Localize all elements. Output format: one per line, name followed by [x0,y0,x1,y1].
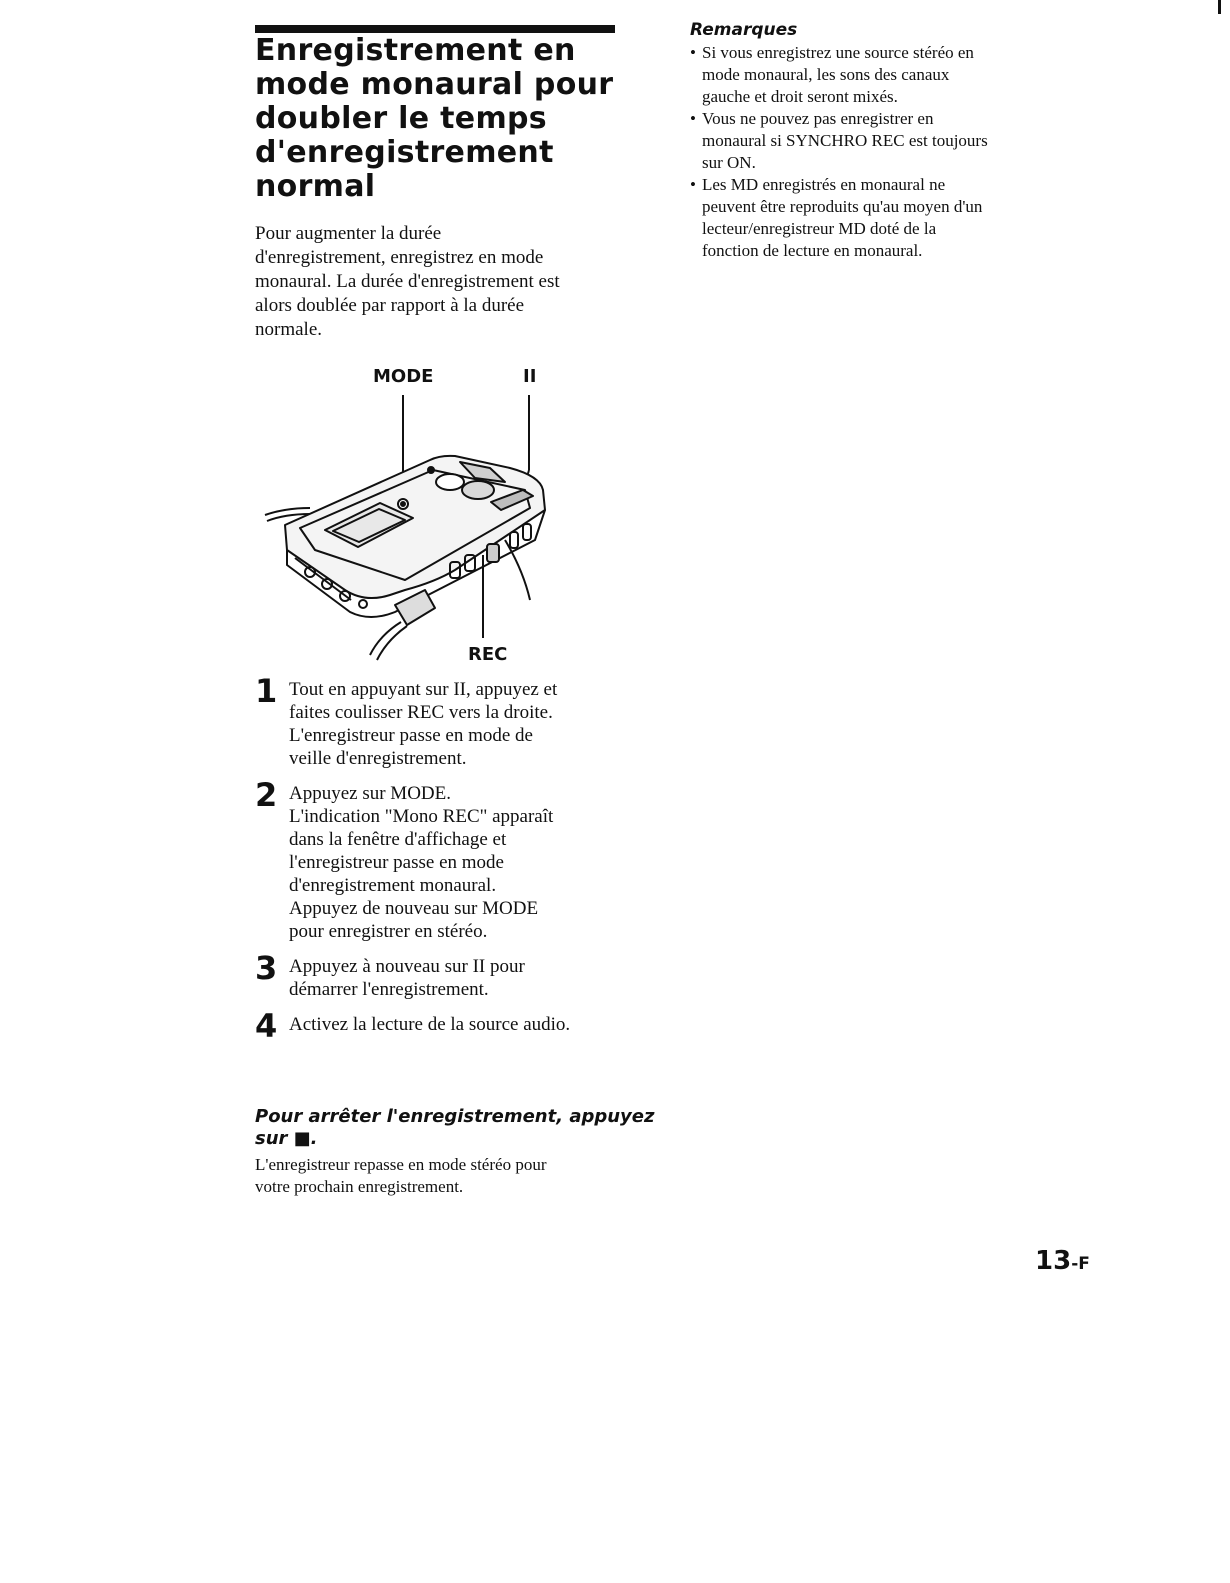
remark-line: lecteur/enregistreur MD doté de la [702,219,937,238]
step-1 [255,672,625,770]
step-4 [255,1007,625,1045]
remark-line: gauche et droit seront mixés. [702,87,898,106]
stop-heading-line: sur ■. [255,1128,318,1149]
step-line: veille d'enregistrement. [289,748,467,769]
rec-label: REC [468,644,508,665]
title-rule [255,25,615,33]
page-number-value: 13 [1035,1246,1072,1276]
step-text [289,678,625,770]
step-number: 3 [255,949,278,987]
step-text [289,955,625,1001]
stop-text-line: votre prochain enregistrement. [255,1177,464,1196]
page-number-suffix: -F [1071,1254,1090,1274]
remark-line: • Si vous enregistrez une source stéréo en [702,43,974,62]
title-line: normal [255,169,376,204]
step-line: Appuyez à nouveau sur II pour [289,956,525,977]
page-title [255,34,635,204]
mode-label: MODE [373,366,434,387]
step-text [289,782,625,943]
step-line: L'indication "Mono REC" apparaît [289,806,554,827]
step-line: pour enregistrer en stéréo. [289,921,488,942]
step-2 [255,776,625,943]
step-line: démarrer l'enregistrement. [289,979,489,1000]
intro-line: d'enregistrement, enregistrez en mode [255,247,544,268]
intro-line: Pour augmenter la durée [255,223,442,244]
title-line: Enregistrement en [255,33,576,68]
intro-line: alors doublée par rapport à la durée [255,295,525,316]
step-line: d'enregistrement monaural. [289,875,497,896]
stop-recording-heading [255,1106,655,1150]
instruction-steps [255,672,625,1048]
remark-line: monaural si SYNCHRO REC est toujours [702,131,988,150]
stop-recording-text [255,1154,635,1198]
remark-line: fonction de lecture en monaural. [702,241,923,260]
remarks-heading: Remarques [690,20,798,40]
remark-line: • Les MD enregistrés en monaural ne [702,175,946,194]
page-number [1035,1246,1090,1276]
step-line: dans la fenêtre d'affichage et [289,829,507,850]
remark-line: peuvent être reproduits qu'au moyen d'un [702,197,983,216]
stop-text-line: L'enregistreur repasse en mode stéréo pour [255,1155,547,1174]
step-line: l'enregistreur passe en mode [289,852,504,873]
step-line: L'enregistreur passe en mode de [289,725,533,746]
step-number: 4 [255,1007,278,1045]
step-line: Activez la lecture de la source audio. [289,1014,571,1035]
title-line: doubler le temps [255,101,547,136]
remark-line: mode monaural, les sons des canaux [702,65,950,84]
step-line: Appuyez sur MODE. [289,783,452,804]
title-line: mode monaural pour [255,67,614,102]
step-number: 1 [255,672,278,710]
step-line: faites coulisser REC vers la droite. [289,702,553,723]
intro-line: normale. [255,319,323,340]
step-line: Tout en appuyant sur II, appuyez et [289,679,558,700]
stop-heading-line: Pour arrêter l'enregistrement, appuyez [255,1106,655,1127]
remark-item [690,42,1090,108]
md-recorder-drawing [255,390,615,670]
title-line: d'enregistrement [255,135,554,170]
intro-paragraph [255,222,615,342]
step-number: 2 [255,776,278,814]
remark-item [690,108,1090,174]
pause-label: II [523,366,537,387]
step-text [289,1013,625,1036]
remarks-list [690,42,1090,262]
step-line: Appuyez de nouveau sur MODE [289,898,539,919]
edge-mark [1218,0,1221,14]
remark-item [690,174,1090,262]
remark-line: • Vous ne pouvez pas enregistrer en [702,109,934,128]
step-3 [255,949,625,1001]
recorder-illustration [255,360,615,670]
intro-line: monaural. La durée d'enregistrement est [255,271,560,292]
remark-line: sur ON. [702,153,756,172]
